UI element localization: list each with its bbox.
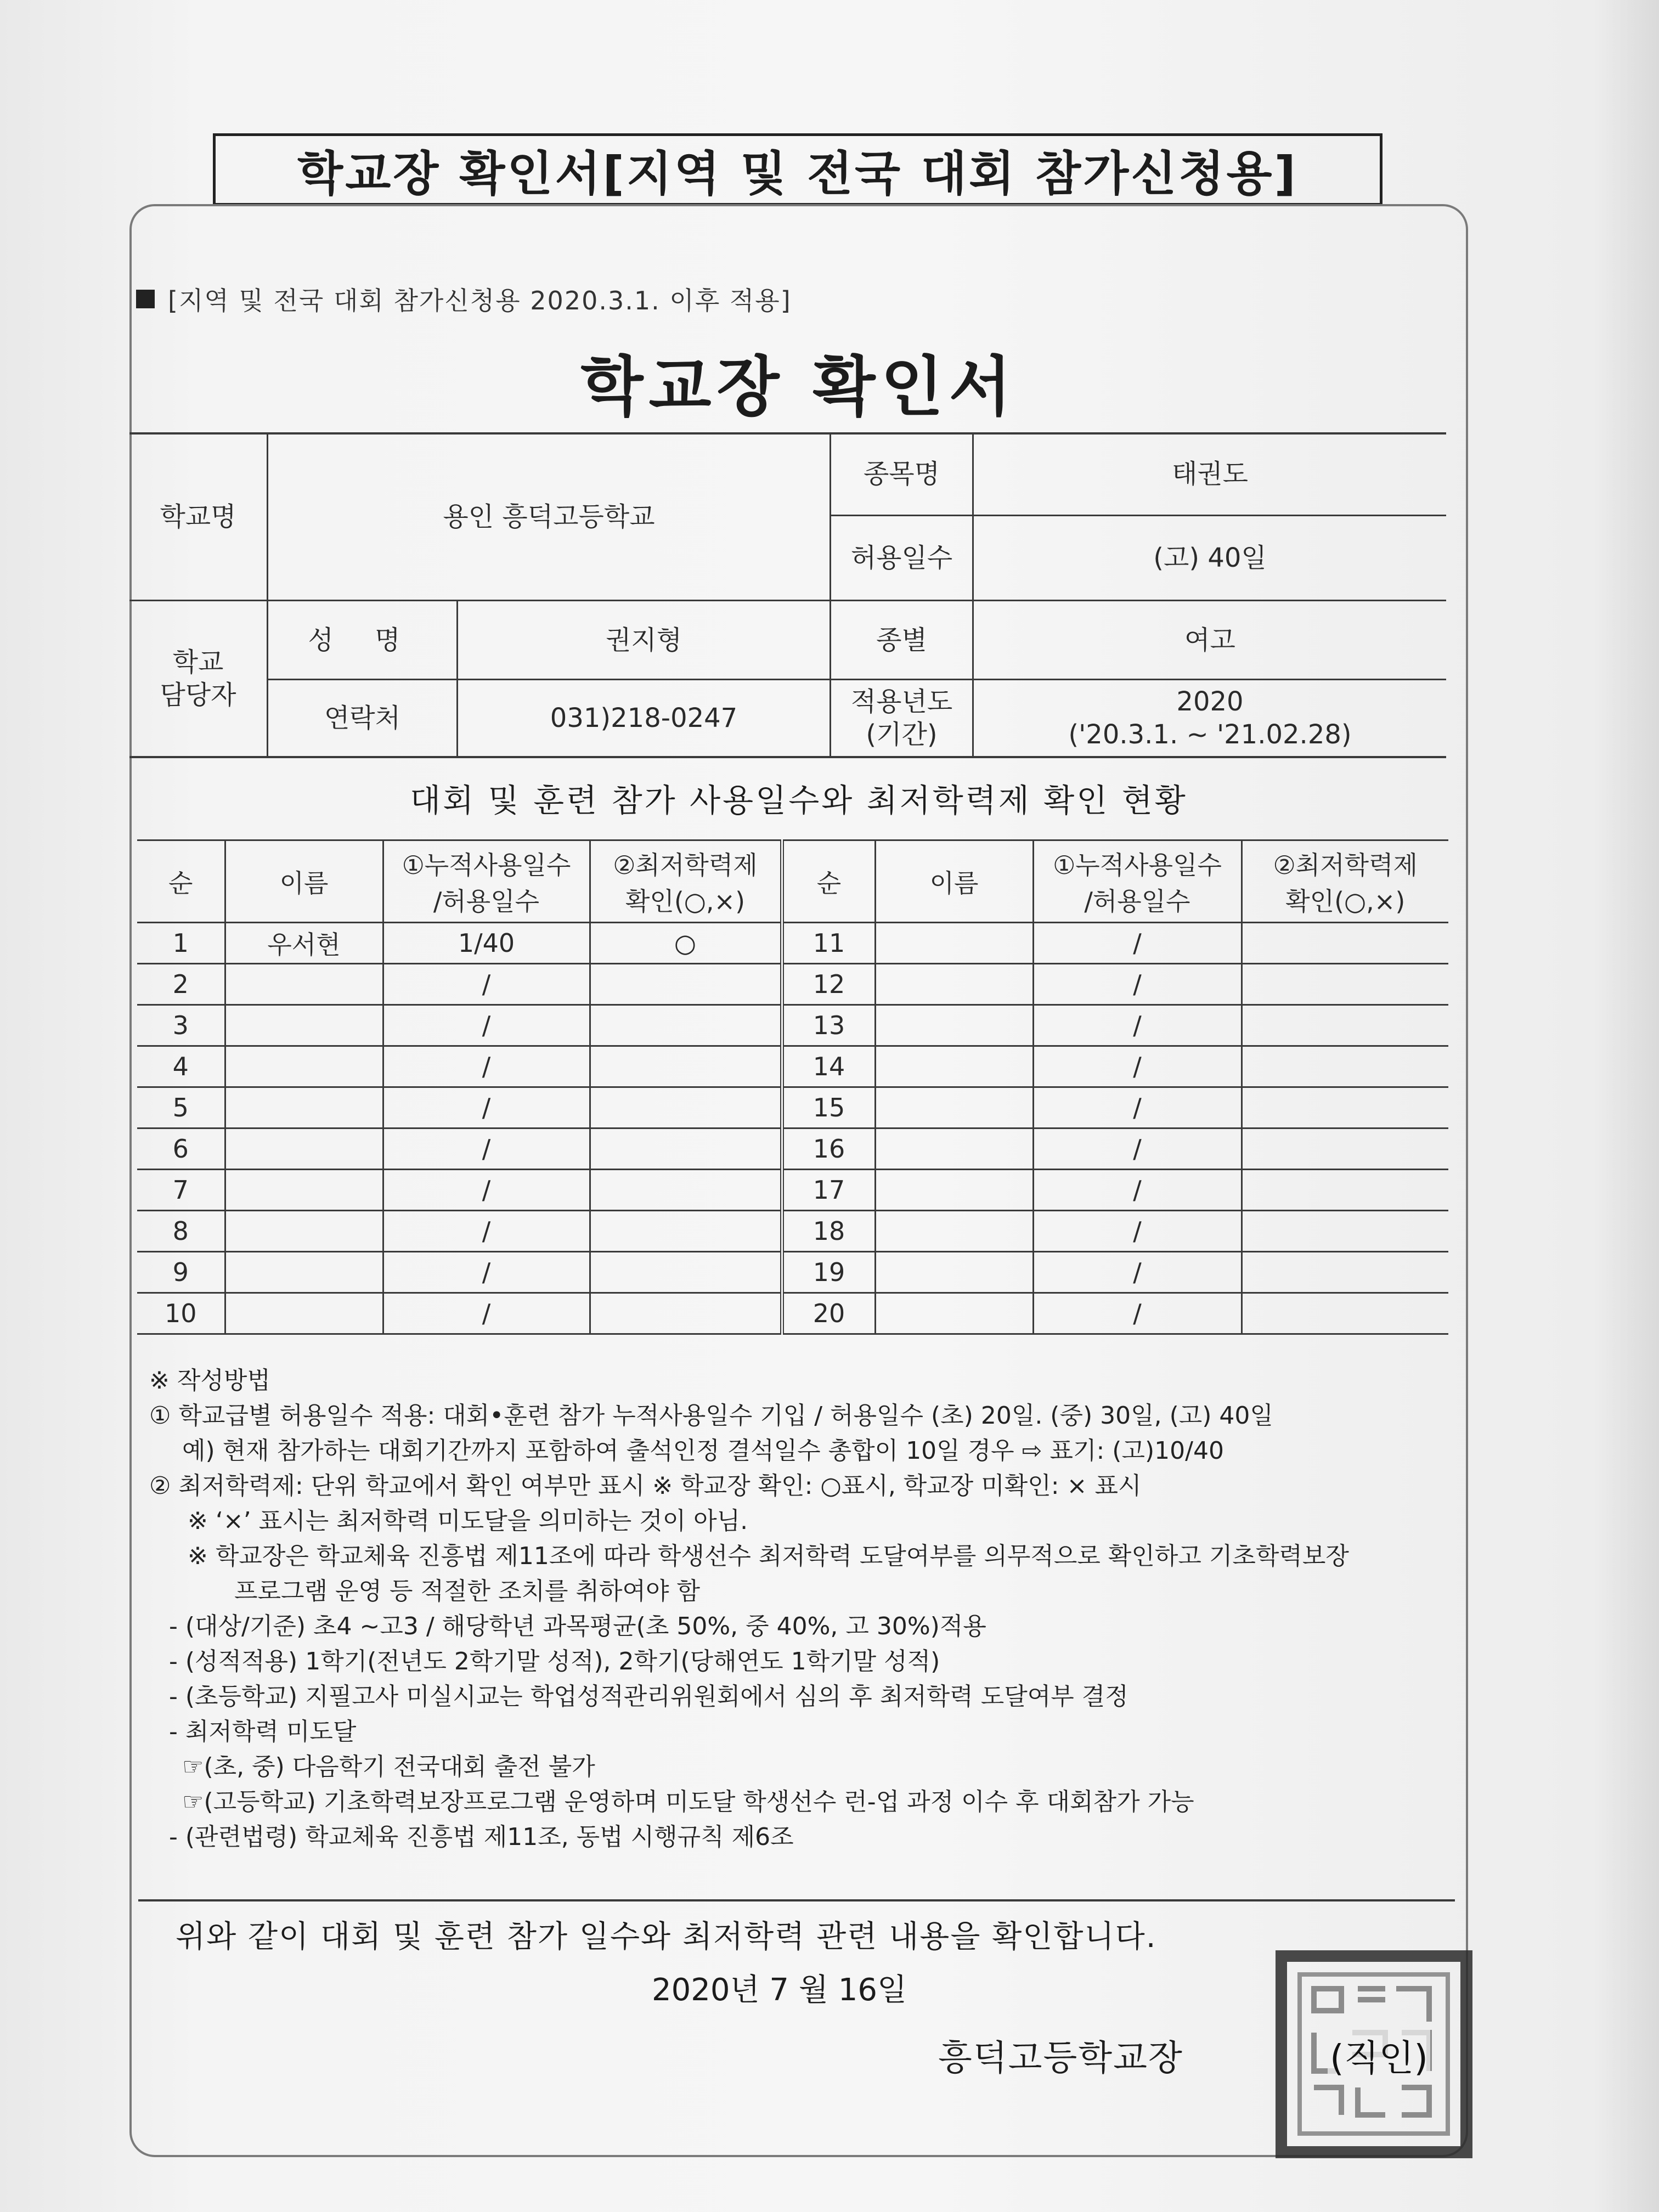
- year-label-line-2: (기간): [866, 719, 938, 750]
- header-min-right: [1242, 840, 1448, 923]
- row-days: /: [1033, 1087, 1242, 1128]
- square-bullet-icon: [136, 290, 155, 308]
- row-days: 1/40: [383, 923, 590, 964]
- row-name: [875, 1293, 1033, 1334]
- row-days: /: [383, 1046, 590, 1087]
- row-name: [875, 1005, 1033, 1046]
- row-no: 3: [137, 1005, 225, 1046]
- table-row: [137, 1046, 1448, 1087]
- note-line: - (초등학교) 지필고사 미실시교는 학업성적관리위원회에서 심의 후 최저학력 도달여부 결정: [169, 1683, 1128, 1711]
- row-no: 1: [137, 923, 225, 964]
- row-no: 13: [782, 1005, 875, 1046]
- header-days-line-2: /허용일수: [433, 886, 540, 916]
- row-min: [590, 1293, 782, 1334]
- header-days-right-line-2: /허용일수: [1084, 886, 1190, 916]
- note-line: - (관련법령) 학교체육 진흥법 제11조, 동법 시행규칙 제6조: [169, 1823, 794, 1851]
- row-days: /: [1033, 923, 1242, 964]
- row-name: [225, 1046, 383, 1087]
- row-name: [225, 1087, 383, 1128]
- name-value: 권지형: [605, 624, 682, 656]
- table-row: [137, 1087, 1448, 1128]
- row-min: [1242, 923, 1448, 964]
- outer-title: 학교장 확인서[지역 및 전국 대회 참가신청용]: [213, 133, 1383, 206]
- row-min: [590, 1211, 782, 1252]
- table-row: [137, 1293, 1448, 1334]
- table-row: [137, 964, 1448, 1005]
- row-name: [225, 1128, 383, 1170]
- type-value: 여고: [1184, 624, 1235, 656]
- note-line: ☞(고등학교) 기초학력보장프로그램 운영하며 미도달 학생선수 런-업 과정 이수 후 대회참가 가능: [182, 1788, 1194, 1816]
- principal-name: 흥덕고등학교장: [938, 2038, 1183, 2079]
- note-line: ※ ‘×’ 표시는 최저학력 미도달을 의미하는 것이 아님.: [188, 1507, 748, 1535]
- row-no: 8: [137, 1211, 225, 1252]
- row-days: /: [383, 1128, 590, 1170]
- confirmation-text: 위와 같이 대회 및 훈련 참가 일수와 최저학력 관련 내용을 확인합니다.: [176, 1919, 1157, 1955]
- table-header-row: [137, 840, 1448, 923]
- row-days: /: [383, 1087, 590, 1128]
- header-days-line-1: ①누적사용일수: [402, 850, 571, 880]
- row-no: 12: [782, 964, 875, 1005]
- subtitle-text: [지역 및 전국 대회 참가신청용 2020.3.1. 이후 적용]: [168, 286, 792, 315]
- manager-label-line-1: 학교: [172, 647, 224, 678]
- header-min-line-2: 확인(○,×): [625, 886, 746, 916]
- header-min-right-line-1: ②최저학력제: [1273, 850, 1418, 880]
- official-seal: [1276, 1950, 1473, 2159]
- manager-label: [129, 601, 267, 756]
- header-no: 순: [137, 840, 225, 923]
- info-bottom-line: [129, 756, 1446, 758]
- header-min-line-1: ②최저학력제: [613, 850, 758, 880]
- paper-edge-shadow: [1593, 0, 1659, 2212]
- row-days: /: [1033, 964, 1242, 1005]
- row-days: /: [383, 1293, 590, 1334]
- header-no-right: 순: [782, 840, 875, 923]
- row-min: [1242, 1211, 1448, 1252]
- row-min: [590, 964, 782, 1005]
- row-min: [1242, 1293, 1448, 1334]
- row-no: 15: [782, 1087, 875, 1128]
- row-min: [590, 1046, 782, 1087]
- note-line: - (성적적용) 1학기(전년도 2학기말 성적), 2학기(당해연도 1학기말 성적): [169, 1647, 940, 1675]
- contact-value: 031)218-0247: [550, 703, 738, 733]
- section-title: 대회 및 훈련 참가 사용일수와 최저학력제 확인 현황: [410, 782, 1188, 819]
- allowed-days-value: (고) 40일: [1153, 543, 1267, 573]
- row-min: [590, 1252, 782, 1293]
- row-no: 10: [137, 1293, 225, 1334]
- header-min-right-line-2: 확인(○,×): [1285, 886, 1406, 916]
- row-name: [225, 1170, 383, 1211]
- row-name: [225, 1293, 383, 1334]
- row-no: 9: [137, 1252, 225, 1293]
- school-label: 학교명: [160, 501, 236, 532]
- row-min: [1242, 1046, 1448, 1087]
- row-days: /: [383, 964, 590, 1005]
- table-row: [137, 923, 1448, 964]
- row-name: [225, 1005, 383, 1046]
- note-line: - 최저학력 미도달: [169, 1718, 357, 1746]
- row-name: [875, 1170, 1033, 1211]
- row-no: 19: [782, 1252, 875, 1293]
- date-text: 2020년 7 월 16일: [652, 1972, 907, 2008]
- row-min: [1242, 964, 1448, 1005]
- row-no: 6: [137, 1128, 225, 1170]
- header-name-right: 이름: [875, 840, 1033, 923]
- note-line: 예) 현재 참가하는 대회기간까지 포함하여 출석인정 결석일수 총합이 10일 경우 ⇨ 표기: (고)10/40: [182, 1437, 1224, 1465]
- row-no: 17: [782, 1170, 875, 1211]
- row-min: [590, 1005, 782, 1046]
- row-no: 11: [782, 923, 875, 964]
- row-min: [590, 1170, 782, 1211]
- row-name: 우서현: [225, 923, 383, 964]
- table-row: [137, 1005, 1448, 1046]
- year-label-line-1: 적용년도: [850, 686, 953, 717]
- row-min: [1242, 1252, 1448, 1293]
- note-line: - (대상/기준) 초4 ~고3 / 해당학년 과목평균(초 50%, 중 40%, 고 30%)적용: [169, 1612, 986, 1640]
- header-days-right-line-1: ①누적사용일수: [1053, 850, 1222, 880]
- note-line: ② 최저학력제: 단위 학교에서 확인 여부만 표시 ※ 학교장 확인: ○표시, 학교장 미확인: × 표시: [149, 1472, 1142, 1500]
- row-min: [1242, 1005, 1448, 1046]
- row-no: 16: [782, 1128, 875, 1170]
- row-days: /: [1033, 1252, 1242, 1293]
- row-days: /: [383, 1005, 590, 1046]
- row-days: /: [1033, 1211, 1242, 1252]
- row-days: /: [1033, 1046, 1242, 1087]
- note-line: 프로그램 운영 등 적절한 조치를 취하여야 함: [234, 1577, 700, 1605]
- footer-divider: [138, 1899, 1455, 1901]
- row-min: [590, 1087, 782, 1128]
- row-days: /: [383, 1211, 590, 1252]
- table-row: [137, 1170, 1448, 1211]
- note-heading: ※ 작성방법: [149, 1367, 270, 1395]
- main-title: 학교장 확인서: [580, 349, 1017, 425]
- school-value: 용인 흥덕고등학교: [443, 501, 655, 532]
- participation-table: [137, 839, 1448, 1335]
- row-days: /: [1033, 1128, 1242, 1170]
- year-label: [831, 680, 972, 756]
- row-no: 20: [782, 1293, 875, 1334]
- row-min: [1242, 1170, 1448, 1211]
- row-name: [875, 1128, 1033, 1170]
- header-days: [383, 840, 590, 923]
- row-no: 14: [782, 1046, 875, 1087]
- header-min: [590, 840, 782, 923]
- row-days: /: [383, 1252, 590, 1293]
- seal-label: (직인): [1328, 2029, 1430, 2081]
- row-name: [225, 964, 383, 1005]
- name-label: 성 명: [308, 624, 417, 656]
- row-min: [1242, 1087, 1448, 1128]
- row-name: [875, 1046, 1033, 1087]
- year-value-line-2: ('20.3.1. ~ '21.02.28): [1068, 719, 1352, 750]
- row-no: 5: [137, 1087, 225, 1128]
- row-days: /: [1033, 1005, 1242, 1046]
- table-row: [137, 1128, 1448, 1170]
- row-days: /: [383, 1170, 590, 1211]
- row-name: [225, 1252, 383, 1293]
- row-name: [875, 1252, 1033, 1293]
- row-no: 2: [137, 964, 225, 1005]
- row-min: ○: [590, 923, 782, 964]
- contact-label: 연락처: [324, 703, 401, 733]
- note-line: ※ 학교장은 학교체육 진흥법 제11조에 따라 학생선수 최저학력 도달여부를 의무적으로 확인하고 기초학력보장: [188, 1542, 1349, 1570]
- row-min: [1242, 1128, 1448, 1170]
- form-subtitle: [136, 281, 792, 317]
- row-name: [875, 964, 1033, 1005]
- header-days-right: [1033, 840, 1242, 923]
- row-no: 7: [137, 1170, 225, 1211]
- year-value-line-1: 2020: [1176, 686, 1244, 717]
- row-no: 4: [137, 1046, 225, 1087]
- allowed-days-label: 허용일수: [850, 543, 953, 573]
- manager-label-line-2: 담당자: [160, 680, 236, 710]
- note-line: ① 학교급별 허용일수 적용: 대회•훈련 참가 누적사용일수 기입 / 허용일수 (초) 20일. (중) 30일, (고) 40일: [149, 1402, 1273, 1430]
- table-row: [137, 1211, 1448, 1252]
- row-no: 18: [782, 1211, 875, 1252]
- note-line: ☞(초, 중) 다음학기 전국대회 출전 불가: [182, 1753, 595, 1781]
- row-name: [875, 923, 1033, 964]
- row-days: /: [1033, 1293, 1242, 1334]
- row-min: [590, 1128, 782, 1170]
- row-days: /: [1033, 1170, 1242, 1211]
- type-label: 종별: [876, 624, 927, 656]
- table-row: [137, 1252, 1448, 1293]
- year-value: [974, 680, 1446, 756]
- header-name: 이름: [225, 840, 383, 923]
- sport-value: 태권도: [1171, 459, 1249, 489]
- row-name: [875, 1211, 1033, 1252]
- row-name: [225, 1211, 383, 1252]
- sport-label: 종목명: [863, 459, 940, 489]
- row-name: [875, 1087, 1033, 1128]
